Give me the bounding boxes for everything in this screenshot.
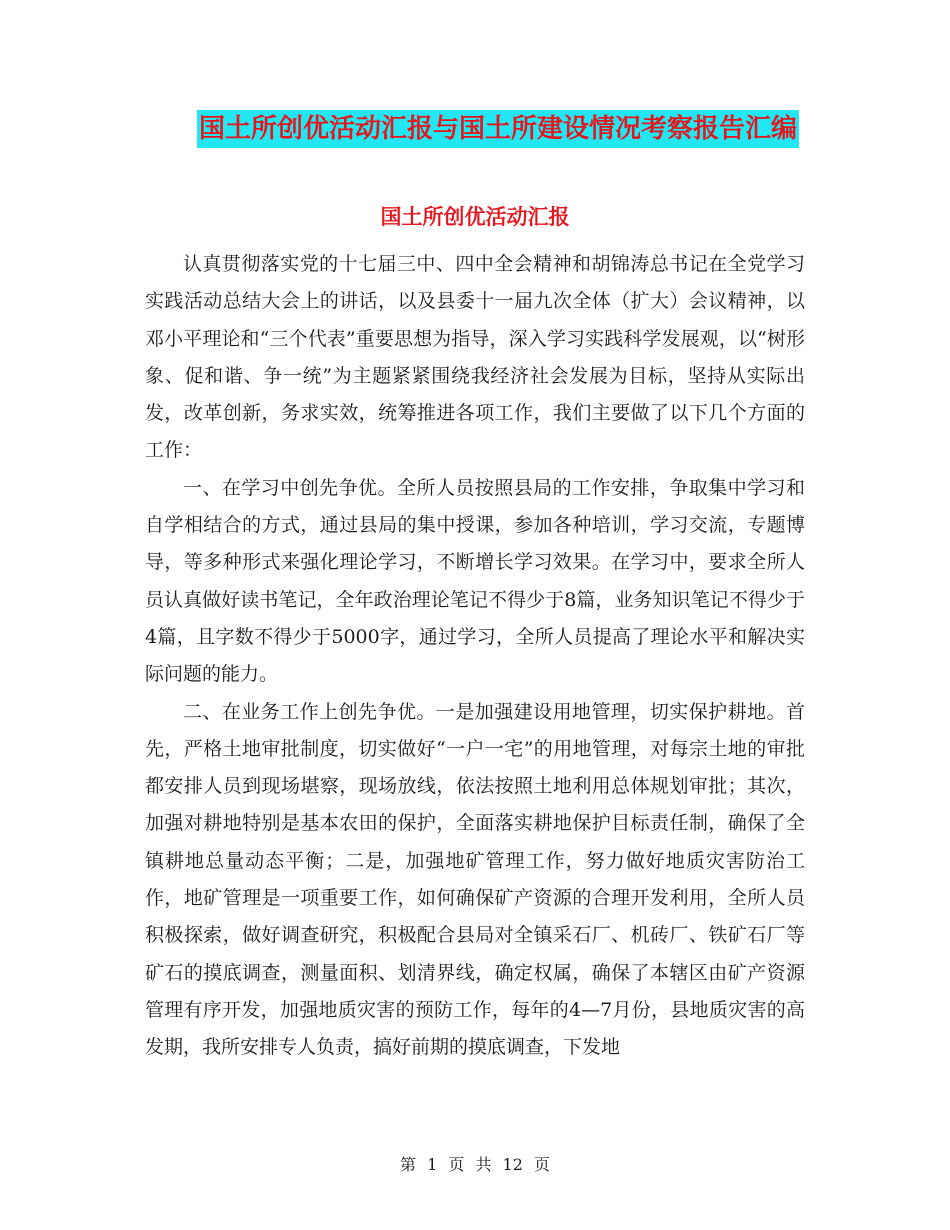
- page-footer: 第 1 页 共 12 页: [400, 1155, 550, 1174]
- section-title: 国土所创优活动汇报: [380, 204, 570, 229]
- document-title-wrap: [0, 110, 950, 148]
- document-body: [145, 246, 805, 1067]
- paragraph-intro: 认真贯彻落实党的十七届三中、四中全会精神和胡锦涛总书记在全党学习实践活动总结大会上的讲话，以及县委十一届九次全体（扩大）会议精神，以邓小平理论和“三个代表”重要思想为指导，深入学习实践科学发展观，以“树形象、促和谐、争一统”为主题紧紧围绕我经济社会发展为目标，坚持从实际出发，改革创新，务求实效，统筹推进各项工作，我们主要做了以下几个方面的工作：: [145, 253, 805, 462]
- paragraph-study: 一、在学习中创先争优。全所人员按照县局的工作安排，争取集中学习和自学相结合的方式，通过县局的集中授课，参加各种培训，学习交流，专题博导，等多种形式来强化理论学习，不断增长学习效果。在学习中，要求全所人员认真做好读书笔记，全年政治理论笔记不得少于8篇，业务知识笔记不得少于4篇，且字数不得少于5000字，通过学习，全所人员提高了理论水平和解决实际问题的能力。: [145, 476, 805, 686]
- document-title: 国土所创优活动汇报与国土所建设情况考察报告汇编: [197, 110, 799, 148]
- paragraph-business: 二、在业务工作上创先争优。一是加强建设用地管理，切实保护耕地。首先，严格土地审批制度，切实做好“一户一宅”的用地管理，对每宗土地的审批都安排人员到现场堪察，现场放线，依法按照土地利用总体规划审批；其次，加强对耕地特别是基本农田的保护，全面落实耕地保护目标责任制，确保了全镇耕地总量动态平衡；二是，加强地矿管理工作，努力做好地质灾害防治工作，地矿管理是一项重要工作，如何确保矿产资源的合理开发利用，全所人员积极探索，做好调查研究，积极配合县局对全镇采石厂、机砖厂、铁矿石厂等矿石的摸底调查，测量面积、划清界线，确定权属，确保了本辖区由矿产资源管理有序开发，加强地质灾害的预防工作，每年的4—7月份，县地质灾害的高发期，我所安排专人负责，搞好前期的摸底调查，下发地: [145, 700, 805, 1059]
